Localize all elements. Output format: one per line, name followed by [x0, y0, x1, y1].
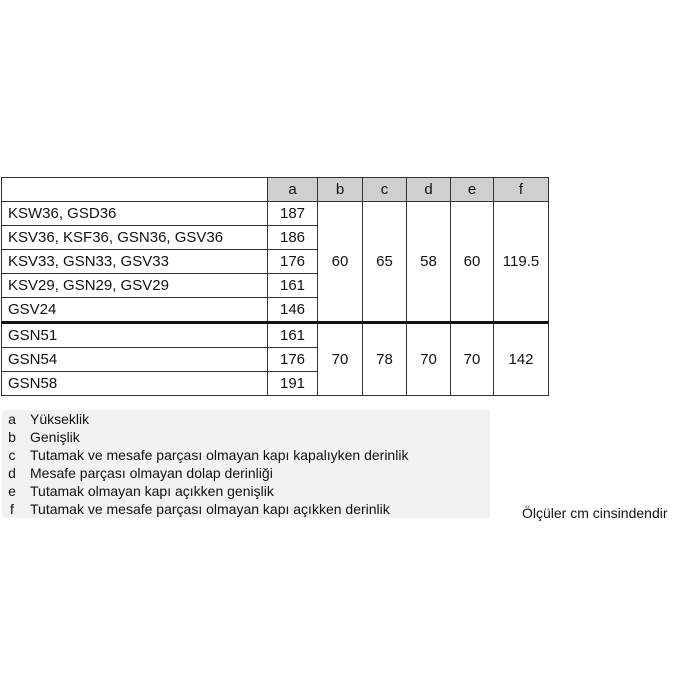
- height-cell: 146: [268, 298, 318, 323]
- legend-text: Yükseklik: [30, 411, 90, 427]
- header-model: [2, 178, 268, 202]
- legend-item: [2, 428, 490, 446]
- group2-closed-depth-cell: 78: [363, 323, 407, 396]
- height-cell: 191: [268, 372, 318, 396]
- height-cell: 161: [268, 274, 318, 298]
- model-cell: KSV33, GSN33, GSV33: [2, 250, 268, 274]
- model-cell: GSN54: [2, 348, 268, 372]
- model-cell: GSN51: [2, 323, 268, 348]
- group1-open-width-cell: 60: [451, 202, 494, 323]
- legend-text: Tutamak olmayan kapı açıkken genişlik: [30, 483, 274, 499]
- legend-text: Mesafe parçası olmayan dolap derinliği: [30, 465, 273, 481]
- legend-key: d: [8, 465, 16, 481]
- legend-text: Tutamak ve mesafe parçası olmayan kapı açıkken derinlik: [30, 501, 390, 517]
- height-cell: 186: [268, 226, 318, 250]
- dimensions-table: [1, 177, 549, 396]
- group2-open-depth-cell: 142: [494, 323, 549, 396]
- height-cell: 161: [268, 323, 318, 348]
- header-b: b: [318, 178, 363, 202]
- legend-item: [2, 464, 490, 482]
- model-cell: GSV24: [2, 298, 268, 323]
- group2-width-cell: 70: [318, 323, 363, 396]
- header-e: e: [451, 178, 494, 202]
- legend-item: [2, 410, 490, 428]
- legend-text: Genişlik: [30, 429, 80, 445]
- group2-cabinet-depth-cell: 70: [407, 323, 451, 396]
- table-row: [2, 323, 549, 348]
- height-cell: 176: [268, 348, 318, 372]
- header-a: a: [268, 178, 318, 202]
- legend-item: [2, 482, 490, 500]
- header-f: f: [494, 178, 549, 202]
- model-cell: KSV36, KSF36, GSN36, GSV36: [2, 226, 268, 250]
- legend-item: [2, 446, 490, 464]
- units-note: Ölçüler cm cinsindendir: [522, 505, 668, 521]
- legend-key: c: [8, 447, 16, 463]
- height-cell: 176: [268, 250, 318, 274]
- header-c: c: [363, 178, 407, 202]
- header-row: [2, 178, 549, 202]
- group2-open-width-cell: 70: [451, 323, 494, 396]
- group1-closed-depth-cell: 65: [363, 202, 407, 323]
- group1-width-cell: 60: [318, 202, 363, 323]
- table-row: [2, 202, 549, 226]
- legend-key: a: [8, 411, 16, 427]
- height-cell: 187: [268, 202, 318, 226]
- legend-item: [2, 500, 490, 518]
- legend-key: f: [10, 501, 14, 517]
- group1-open-depth-cell: 119.5: [494, 202, 549, 323]
- dimension-legend: [2, 410, 490, 518]
- model-cell: GSN58: [2, 372, 268, 396]
- group1-cabinet-depth-cell: 58: [407, 202, 451, 323]
- legend-key: e: [8, 483, 16, 499]
- legend-text: Tutamak ve mesafe parçası olmayan kapı kapalıyken derinlik: [30, 447, 409, 463]
- model-cell: KSW36, GSD36: [2, 202, 268, 226]
- legend-key: b: [8, 429, 16, 445]
- model-cell: KSV29, GSN29, GSV29: [2, 274, 268, 298]
- header-d: d: [407, 178, 451, 202]
